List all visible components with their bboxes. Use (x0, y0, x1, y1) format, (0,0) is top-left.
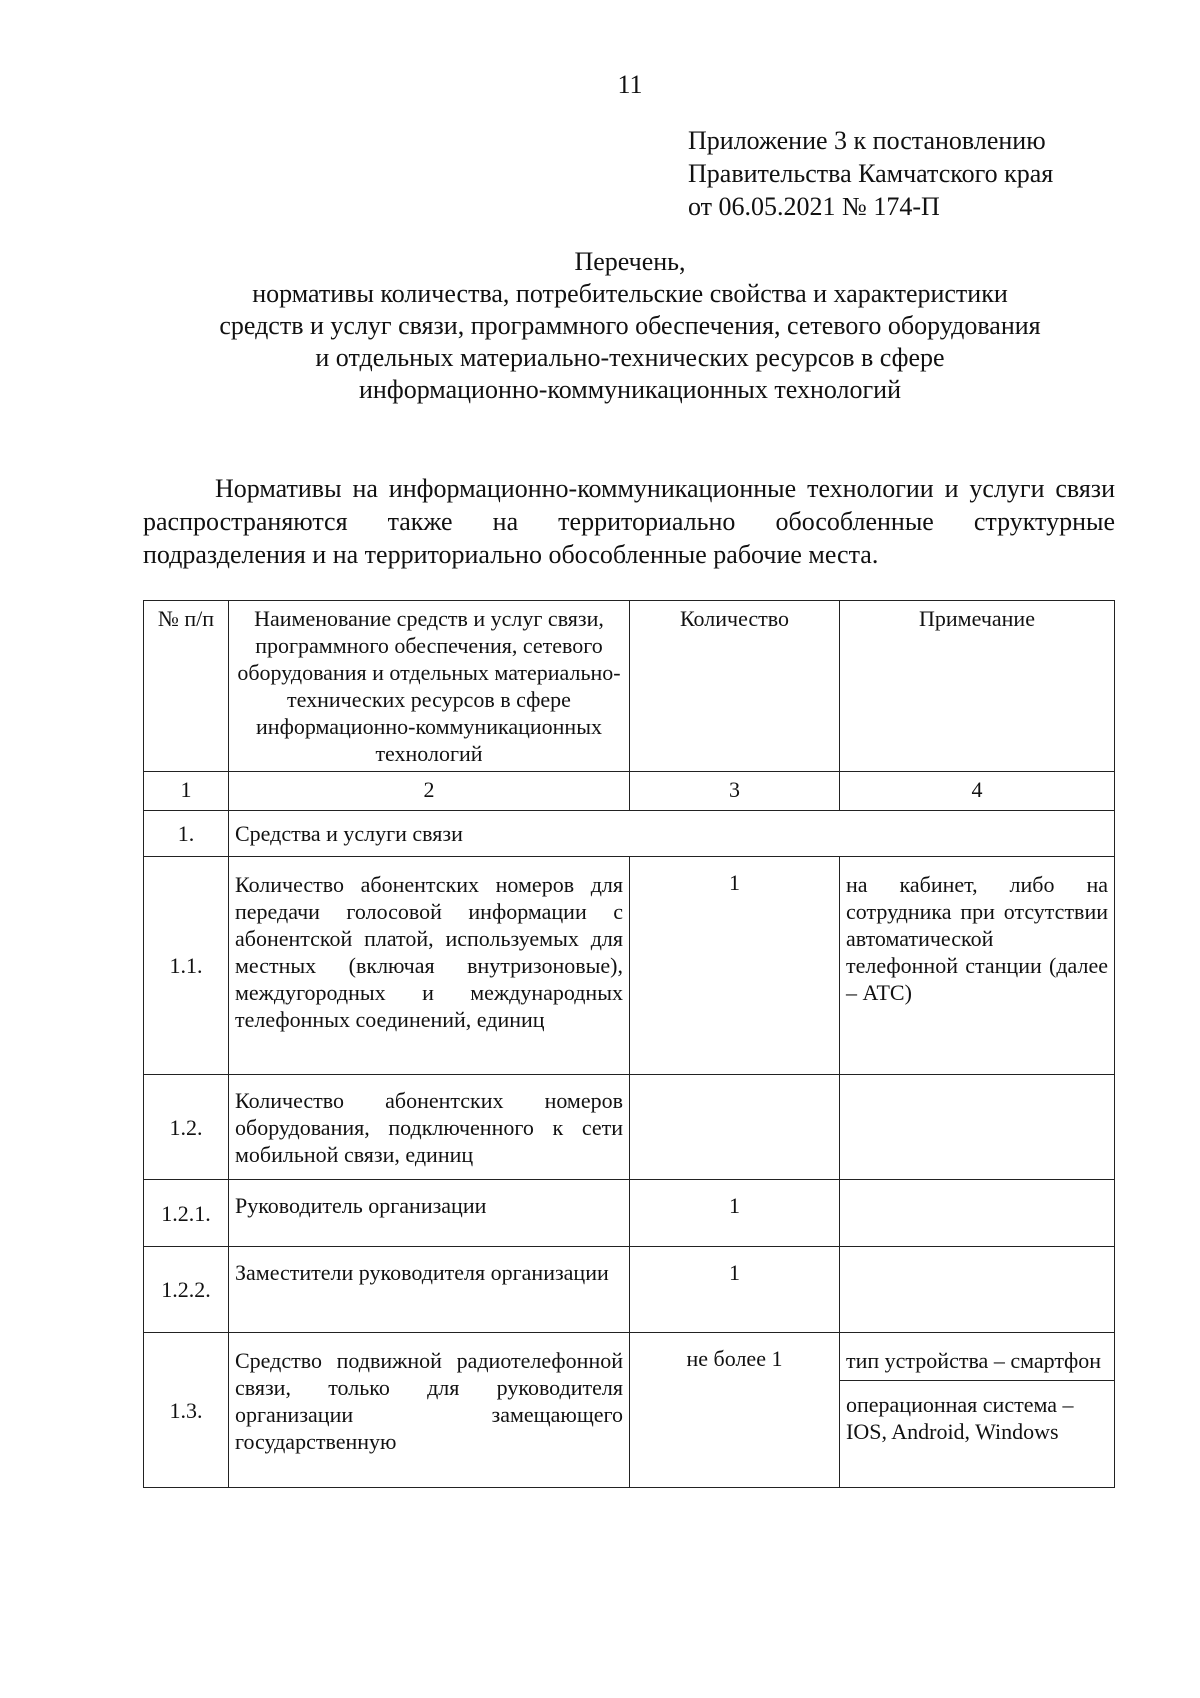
row-num: 1.2.2. (144, 1247, 229, 1333)
header-num: № п/п (144, 601, 229, 772)
row-num: 1.2.1. (144, 1180, 229, 1247)
table-row (144, 1075, 1115, 1180)
row-name: Средство подвижной радиотелефонной связи, только для руководителя организации замещающего государственную (229, 1333, 630, 1488)
document-title (60, 246, 1200, 406)
section-title: Средства и услуги связи (229, 811, 1115, 857)
row-quantity: 1 (630, 1247, 840, 1333)
column-number-row (144, 772, 1115, 811)
row-quantity: 1 (630, 857, 840, 1075)
row-note (840, 1180, 1115, 1247)
title-line-5: информационно-коммуникационных технологий (359, 375, 901, 404)
appendix-reference (688, 124, 1053, 223)
row-name: Руководитель организации (229, 1180, 630, 1247)
table-row (144, 857, 1115, 1075)
appendix-line-2: Правительства Камчатского края (688, 159, 1054, 188)
header-note: Примечание (840, 601, 1115, 772)
column-number: 3 (630, 772, 840, 811)
column-number: 2 (229, 772, 630, 811)
appendix-line-1: Приложение 3 к постановлению (688, 126, 1046, 155)
appendix-line-3: от 06.05.2021 № 174-П (688, 192, 940, 221)
title-line-2: нормативы количества, потребительские свойства и характеристики (252, 279, 1008, 308)
intro-paragraph: Нормативы на информационно-коммуникационные технологии и услуги связи распространяются также на территориально обособленные структурные подразделения и на территориально обособленные рабочие места. (143, 474, 1115, 569)
header-quantity: Количество (630, 601, 840, 772)
row-note (840, 1075, 1115, 1180)
column-number: 4 (840, 772, 1115, 811)
row-name: Количество абонентских номеров для передачи голосовой информации с абонентской платой, используемых для местных (включая внутризоновые), междугородных и международных телефонных соединений, единиц (229, 857, 630, 1075)
title-line-3: средств и услуг связи, программного обеспечения, сетевого оборудования (219, 311, 1041, 340)
row-quantity (630, 1075, 840, 1180)
row-name: Заместители руководителя организации (229, 1247, 630, 1333)
row-num: 1.1. (144, 857, 229, 1075)
page-number: 11 (617, 70, 643, 99)
table-row (144, 1333, 1115, 1488)
norms-table (143, 600, 1115, 1488)
column-number: 1 (144, 772, 229, 811)
title-line-4: и отдельных материально-технических ресурсов в сфере (315, 343, 945, 372)
table-header-row (144, 601, 1115, 772)
row-note (840, 1247, 1115, 1333)
row-num: 1.3. (144, 1333, 229, 1488)
row-num: 1.2. (144, 1075, 229, 1180)
row-quantity: 1 (630, 1180, 840, 1247)
row-note-os: операционная система – IOS, Android, Windows (846, 1392, 1074, 1444)
table-row (144, 1247, 1115, 1333)
title-line-1: Перечень, (574, 247, 686, 276)
header-name: Наименование средств и услуг связи, программного обеспечения, сетевого оборудования и отдельных материально-технических ресурсов в сфере информационно-коммуникационных технологий (229, 601, 630, 772)
table-row (144, 1180, 1115, 1247)
row-quantity: не более 1 (630, 1333, 840, 1488)
row-note: на кабинет, либо на сотрудника при отсутствии автоматической телефонной станции (далее – АТС) (840, 857, 1115, 1075)
row-note-device-type: тип устройства – смартфон (840, 1333, 1114, 1381)
section-num: 1. (144, 811, 229, 857)
row-name: Количество абонентских номеров оборудования, подключенного к сети мобильной связи, единиц (229, 1075, 630, 1180)
row-note-cell (840, 1333, 1115, 1488)
section-row (144, 811, 1115, 857)
